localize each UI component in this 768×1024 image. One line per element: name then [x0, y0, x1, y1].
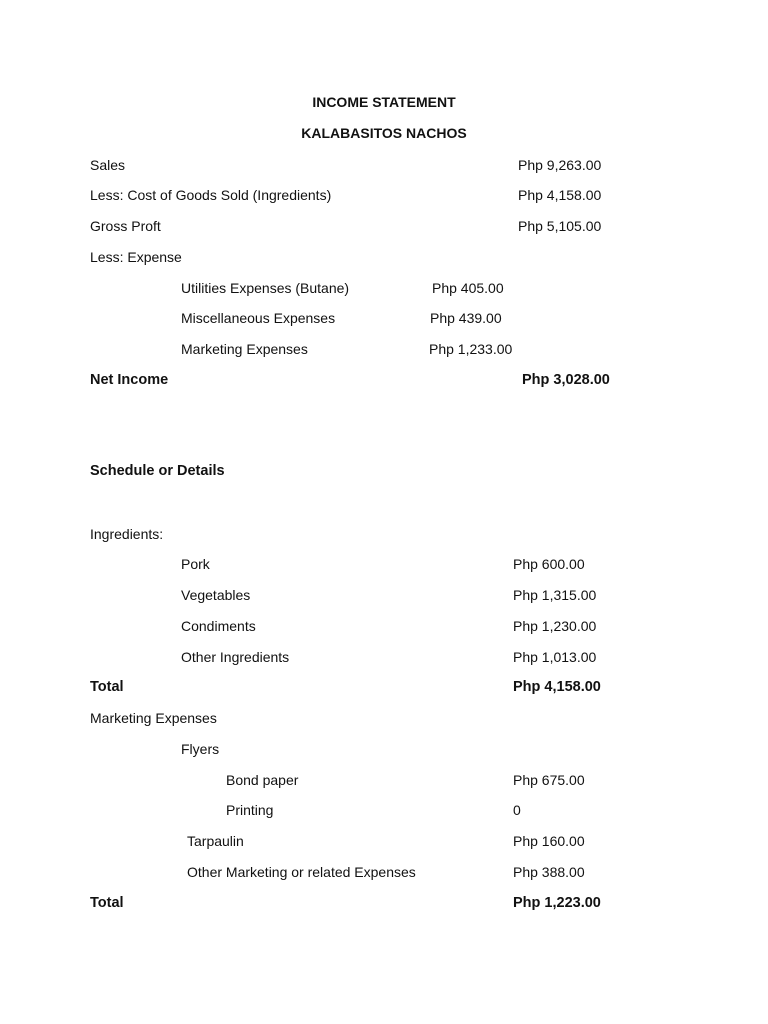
utilities-expense-value: Php 405.00: [432, 280, 504, 296]
bond-paper-value: Php 675.00: [513, 772, 585, 788]
marketing-expense-value: Php 1,233.00: [429, 341, 513, 357]
utilities-expense-label: Utilities Expenses (Butane): [181, 280, 350, 296]
tarpaulin-value: Php 160.00: [513, 833, 585, 849]
ingredient-label: Pork: [181, 556, 210, 572]
other-marketing-value: Php 388.00: [513, 864, 585, 880]
ingredient-value: Php 1,013.00: [513, 649, 597, 665]
bond-paper-label: Bond paper: [226, 772, 299, 788]
schedule-heading: Schedule or Details: [90, 463, 225, 479]
gross-profit-value: Php 5,105.00: [518, 218, 602, 234]
gross-profit-label: Gross Proft: [90, 218, 161, 234]
document-title: INCOME STATEMENT: [312, 94, 456, 110]
printing-label: Printing: [226, 802, 274, 818]
net-income-value: Php 3,028.00: [522, 372, 610, 388]
marketing-total-label: Total: [90, 895, 124, 911]
ingredients-total-label: Total: [90, 679, 124, 695]
ingredient-label: Vegetables: [181, 587, 251, 603]
net-income-label: Net Income: [90, 372, 169, 388]
company-name: KALABASITOS NACHOS: [301, 125, 467, 141]
other-marketing-label: Other Marketing or related Expenses: [187, 864, 416, 880]
ingredient-value: Php 1,315.00: [513, 587, 597, 603]
ingredients-heading: Ingredients:: [90, 526, 164, 542]
misc-expense-value: Php 439.00: [430, 310, 502, 326]
cogs-value: Php 4,158.00: [518, 187, 602, 203]
sales-value: Php 9,263.00: [518, 157, 602, 173]
less-expense-label: Less: Expense: [90, 249, 182, 265]
printing-value: 0: [513, 802, 521, 818]
marketing-heading: Marketing Expenses: [90, 710, 217, 726]
flyers-label: Flyers: [181, 741, 220, 757]
tarpaulin-label: Tarpaulin: [187, 833, 244, 849]
cogs-label: Less: Cost of Goods Sold (Ingredients): [90, 187, 332, 203]
ingredient-label: Condiments: [181, 618, 256, 634]
ingredients-total-value: Php 4,158.00: [513, 679, 601, 695]
marketing-total-value: Php 1,223.00: [513, 895, 601, 911]
ingredient-value: Php 1,230.00: [513, 618, 597, 634]
misc-expense-label: Miscellaneous Expenses: [181, 310, 336, 326]
ingredient-value: Php 600.00: [513, 556, 585, 572]
ingredient-label: Other Ingredients: [181, 649, 290, 665]
sales-label: Sales: [90, 157, 126, 173]
marketing-expense-label: Marketing Expenses: [181, 341, 308, 357]
